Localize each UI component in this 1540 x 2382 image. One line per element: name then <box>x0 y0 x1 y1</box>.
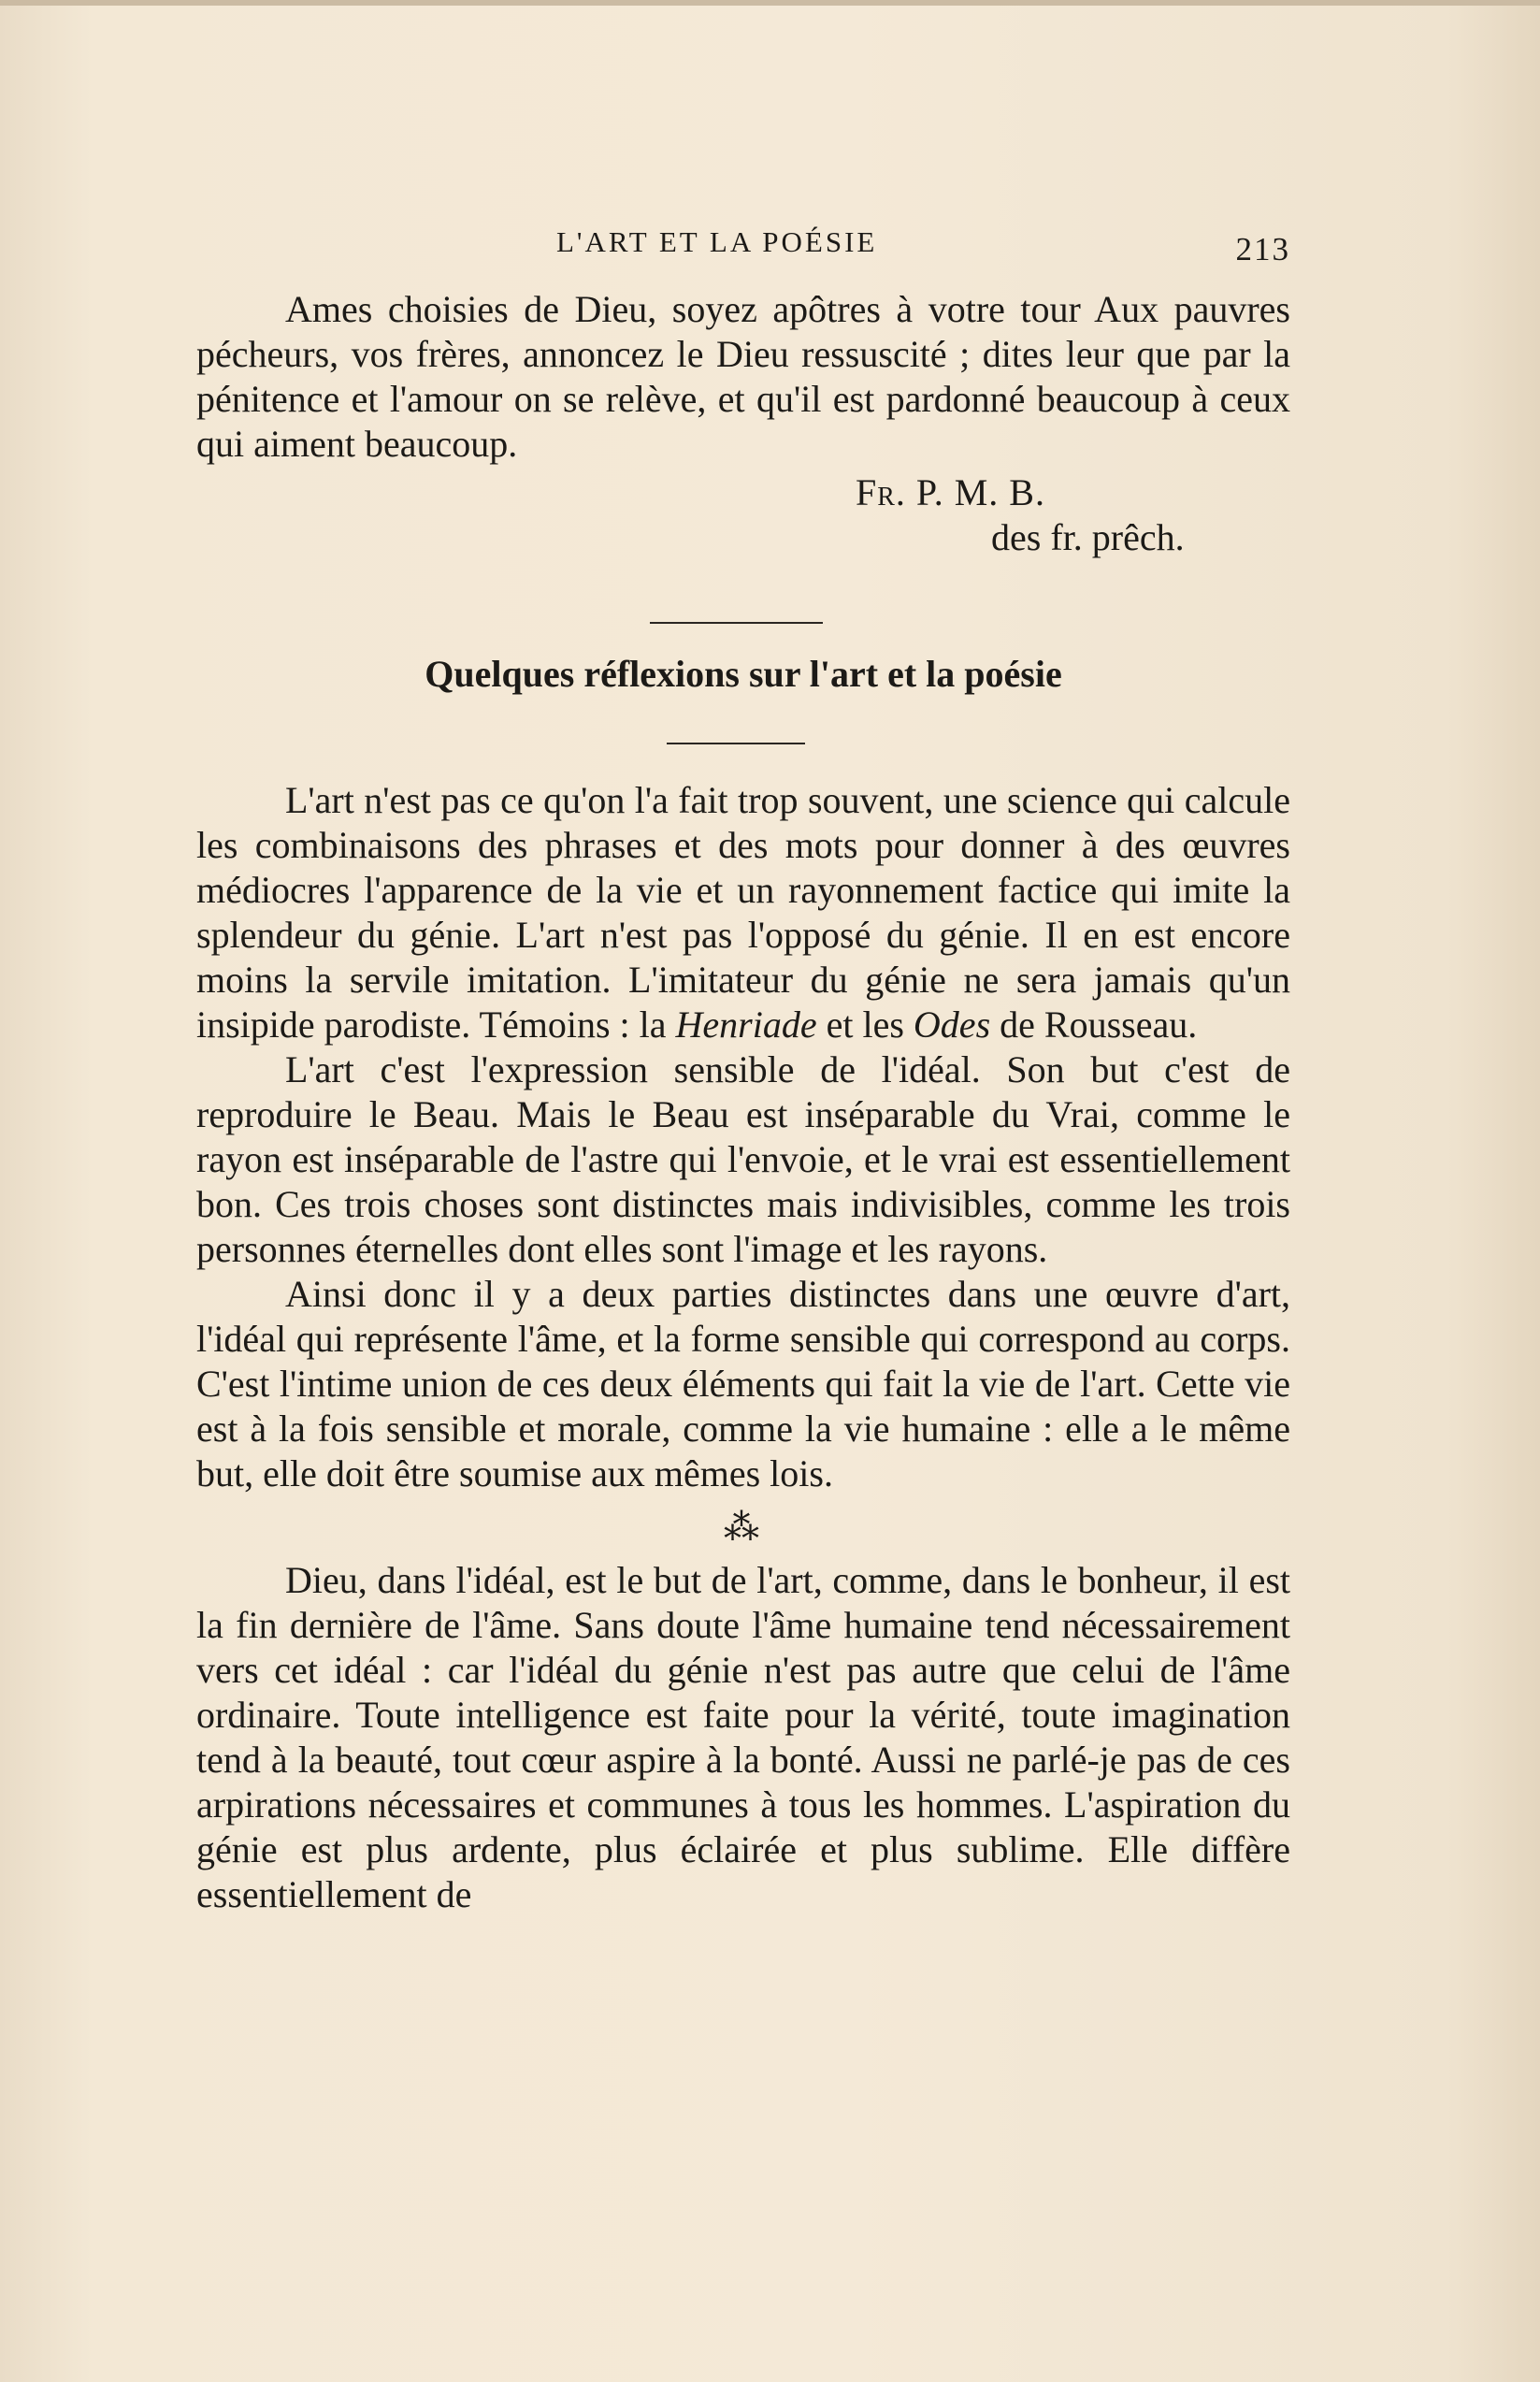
paragraph-3: Ainsi donc il y a deux parties distinctes dans une œuvre d'art, l'idéal qui représente l'âme, et la forme sensible qui correspond au corps. C'est l'intime union de ces deux éléments qui fait la vie de l'art. Cette vie est à la fois sensible et morale, comme la vie humaine : elle a le même but, elle doit être soumise aux mêmes lois. <box>196 1273 1290 1494</box>
paragraph-1-text-b: et les <box>816 1003 914 1046</box>
work-title-odes: Odes <box>913 1003 991 1046</box>
paragraph-4: Dieu, dans l'idéal, est le but de l'art, comme, dans le bonheur, il est la fin dernière de l'âme. Sans doute l'âme humaine tend nécessairement vers cet idéal : car l'idéal du génie n'est pas autre que celui de l'âme ordinaire. Toute intelligence est faite pour la vérité, toute imagination tend à la beauté, tout cœur aspire à la bonté. Aussi ne parlé-je pas de ces arpirations nécessaires et communes à tous les hommes. L'aspiration du génie est plus ardente, plus éclairée et plus sublime. Elle diffère essentiellement de <box>196 1559 1290 1915</box>
paragraph-1-text-c: de Rousseau. <box>990 1003 1198 1046</box>
paragraph-2: L'art c'est l'expression sensible de l'idéal. Son but c'est de reproduire le Beau. Mais le Beau est inséparable du Vrai, comme le rayon est inséparable de l'astre qui l'envoie, et le vrai est essentiellement bon. Ces trois choses sont distinctes mais indivisibles, comme les trois personnes éternelles dont elles sont l'image et les rayons. <box>196 1048 1290 1270</box>
asterism-separator: ⁂ <box>724 1509 763 1548</box>
paragraph-1-text-a: L'art n'est pas ce qu'on l'a fait trop souvent, une science qui calcule les combinaisons des phrases et des mots pour donner à des œuvres médiocres l'apparence de la vie et un rayonnement factice qui imite la splendeur du génie. L'art n'est pas l'opposé du génie. Il en est encore moins la servile imitation. L'imitateur du génie ne sera jamais qu'un insipide parodiste. Témoins : la <box>196 779 1290 1046</box>
section-divider-top <box>650 622 823 624</box>
page-top-edge <box>0 0 1540 6</box>
running-header <box>196 210 1290 267</box>
section-divider-bottom <box>667 743 805 744</box>
signature-name: Fr. P. M. B. <box>856 471 1045 513</box>
running-title: L'ART ET LA POÉSIE <box>556 225 878 258</box>
paragraph-1 <box>196 778 1290 1047</box>
intro-paragraph: Ames choisies de Dieu, soyez apôtres à votre tour Aux pauvres pécheurs, vos frères, annoncez le Dieu ressuscité ; dites leur que par la pénitence et l'amour on se relève, et qu'il est pardonné beaucoup à ceux qui aiment beaucoup. <box>196 288 1290 465</box>
signature-block <box>196 470 1290 560</box>
work-title-henriade: Henriade <box>675 1003 817 1046</box>
article-body <box>196 778 1290 1917</box>
signature-order: des fr. prêch. <box>991 516 1185 558</box>
text-column <box>196 210 1290 1917</box>
page-number: 213 <box>1235 231 1290 267</box>
article-title: Quelques réflexions sur l'art et la poésie <box>425 653 1062 695</box>
